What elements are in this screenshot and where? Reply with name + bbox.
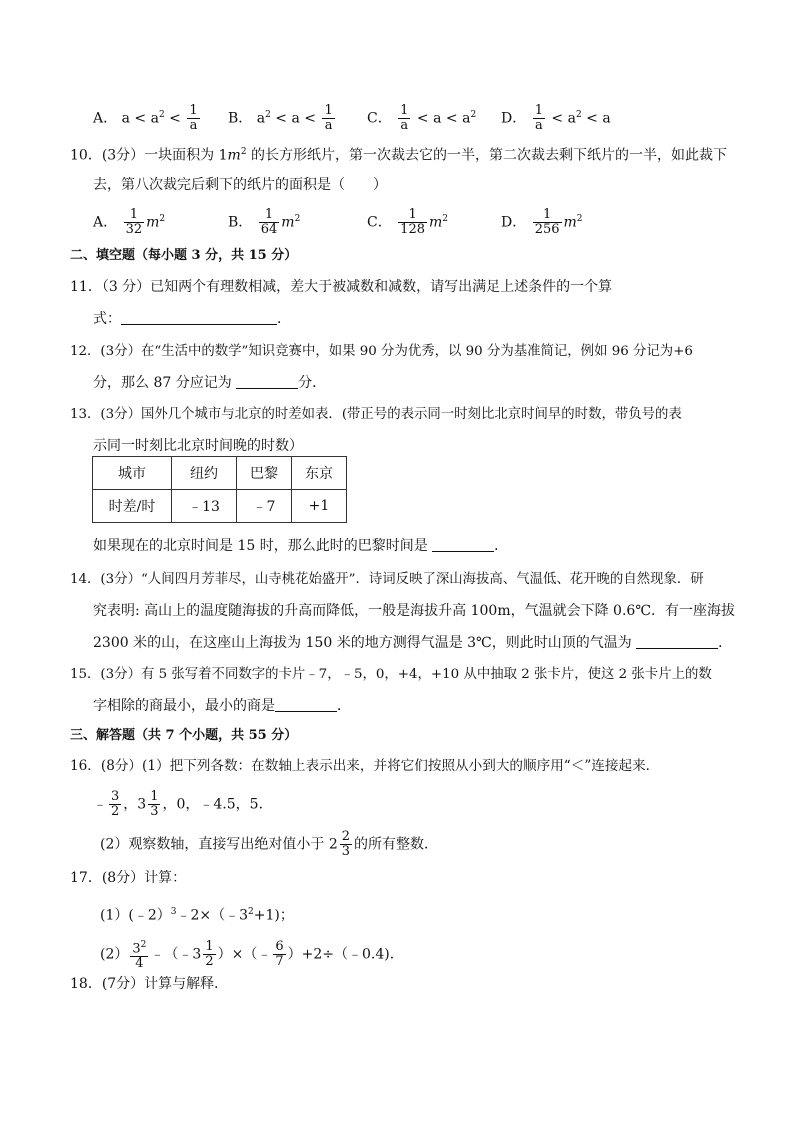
q18-line1: 18．(7分）计算与解释． bbox=[70, 976, 229, 992]
table-header-cell: 巴黎 bbox=[237, 457, 292, 490]
table-cell: ﹣13 bbox=[172, 490, 237, 523]
q9-option-a: A． $a < a^2$ < $\frac{1}{a}$ bbox=[93, 103, 198, 133]
q14-line1: 14．(3分）“人间四月芳菲尽，山寺桃花始盛开”．诗词反映了深山海拔高、气温低、花开晚的自然现象．研 bbox=[70, 572, 704, 587]
q16-number-list: ﹣ $\frac{3}{2}$ ，3 $\frac{1}{3}$ ，0，﹣4.5，5． bbox=[93, 789, 273, 819]
q16-line1: 16．(8分）(1）把下列各数：在数轴上表示出来，并将它们按照从小到大的顺序用“＜”连接起来． bbox=[70, 758, 660, 774]
q15-line2: 字相除的商最小，最小的商是 ． bbox=[93, 698, 351, 714]
table-cell: +1 bbox=[292, 490, 347, 523]
q14-line3: 2300 米的山，在这座山上海拔为 150 米的地方测得气温是 3℃，则此时山顶的气温为 ． bbox=[93, 635, 733, 651]
q14-line2: 究表明: 高山上的温度随海拔的升高而降低，一般是海拔升高 100m，气温就会下降 0.6℃．有一座海拔 bbox=[93, 603, 735, 619]
table-header-cell: 纽约 bbox=[172, 457, 237, 490]
table-row bbox=[93, 490, 347, 523]
q10-option-c: C． $\frac{1}{128}$ $m^2$ bbox=[367, 207, 449, 237]
q13-line2: 示同一时刻比北京时间晚的时数） bbox=[93, 438, 303, 454]
q15-line1: 15．(3分）有 5 张写着不同数字的卡片﹣7，﹣5，0，+4，+10 从中抽取 2 张卡片，使这 2 张卡片上的数 bbox=[70, 667, 712, 682]
q12-answer-blank[interactable] bbox=[236, 374, 298, 389]
table-header-cell: 东京 bbox=[292, 457, 347, 490]
table-header-cell: 城市 bbox=[93, 457, 172, 490]
q9-option-c: C． $\frac{1}{a}$ < $a < a^2$ bbox=[367, 103, 477, 133]
q10-line2: 去，第八次裁完后剩下的纸片的面积是（ ） bbox=[93, 177, 387, 193]
q14-answer-blank[interactable] bbox=[636, 634, 718, 649]
q17-line1: 17．(8分）计算： bbox=[70, 870, 187, 886]
q10-option-a: A． $\frac{1}{32}$ $m^2$ bbox=[93, 207, 166, 237]
q13-line1: 13．(3分）国外几个城市与北京的时差如表．(带正号的表示同一时刻比北京时间早的时数，带负号的表 bbox=[70, 407, 682, 422]
q11-line1: 11．（3 分）已知两个有理数相减，差大于被减数和减数，请写出满足上述条件的一个算 bbox=[70, 279, 613, 295]
table-cell: ﹣7 bbox=[237, 490, 292, 523]
q12-line2: 分，那么 87 分应记为 分． bbox=[93, 375, 327, 391]
time-difference-table bbox=[92, 456, 347, 523]
section-2-title: 二、填空题（每小题 3 分，共 15 分） bbox=[70, 248, 298, 263]
q17-part1: $(1)(﹣2)^3﹣2\times(﹣3^2+1)$； bbox=[100, 907, 294, 924]
q11-line2: 式： ． bbox=[93, 311, 291, 327]
q17-part2: (2） $\frac{3^2}{4}$ ﹣（﹣3 $\frac{1}{2}$ ）×（﹣ $\frac{6}{7}$ ）+2÷（﹣0.4)． bbox=[100, 939, 404, 972]
q13-answer-blank[interactable] bbox=[432, 537, 494, 552]
q9-option-d: D． $\frac{1}{a}$ < $a^2 < a$ bbox=[501, 103, 611, 133]
section-3-title: 三、解答题（共 7 个小题，共 55 分） bbox=[70, 728, 298, 743]
table-row bbox=[93, 457, 347, 490]
q12-line1: 12．(3分）在“生活中的数学”知识竞赛中，如果 90 分为优秀，以 90 分为基准简记，例如 96 分记为+6 bbox=[70, 344, 693, 359]
q9-option-b: B． $a^2 < a$ < $\frac{1}{a}$ bbox=[228, 103, 333, 133]
q13-line3: 如果现在的北京时间是 15 时，那么此时的巴黎时间是 ． bbox=[93, 538, 509, 554]
table-cell: 时差/时 bbox=[93, 490, 172, 523]
q11-answer-blank[interactable] bbox=[121, 310, 277, 325]
q10-option-d: D． $\frac{1}{256}$ $m^2$ bbox=[501, 207, 583, 237]
q16-part2: (2）观察数轴，直接写出绝对值小于 2 $\frac{2}{3}$ 的所有整数． bbox=[100, 829, 439, 859]
q10-option-b: B． $\frac{1}{64}$ $m^2$ bbox=[228, 207, 301, 237]
q10-line1: 10．(3分）一块面积为 $1m^2$ 的长方形纸片，第一次裁去它的一半，第二次裁去剩下纸片的一半，如此裁下 bbox=[70, 147, 728, 164]
q15-answer-blank[interactable] bbox=[275, 697, 337, 712]
